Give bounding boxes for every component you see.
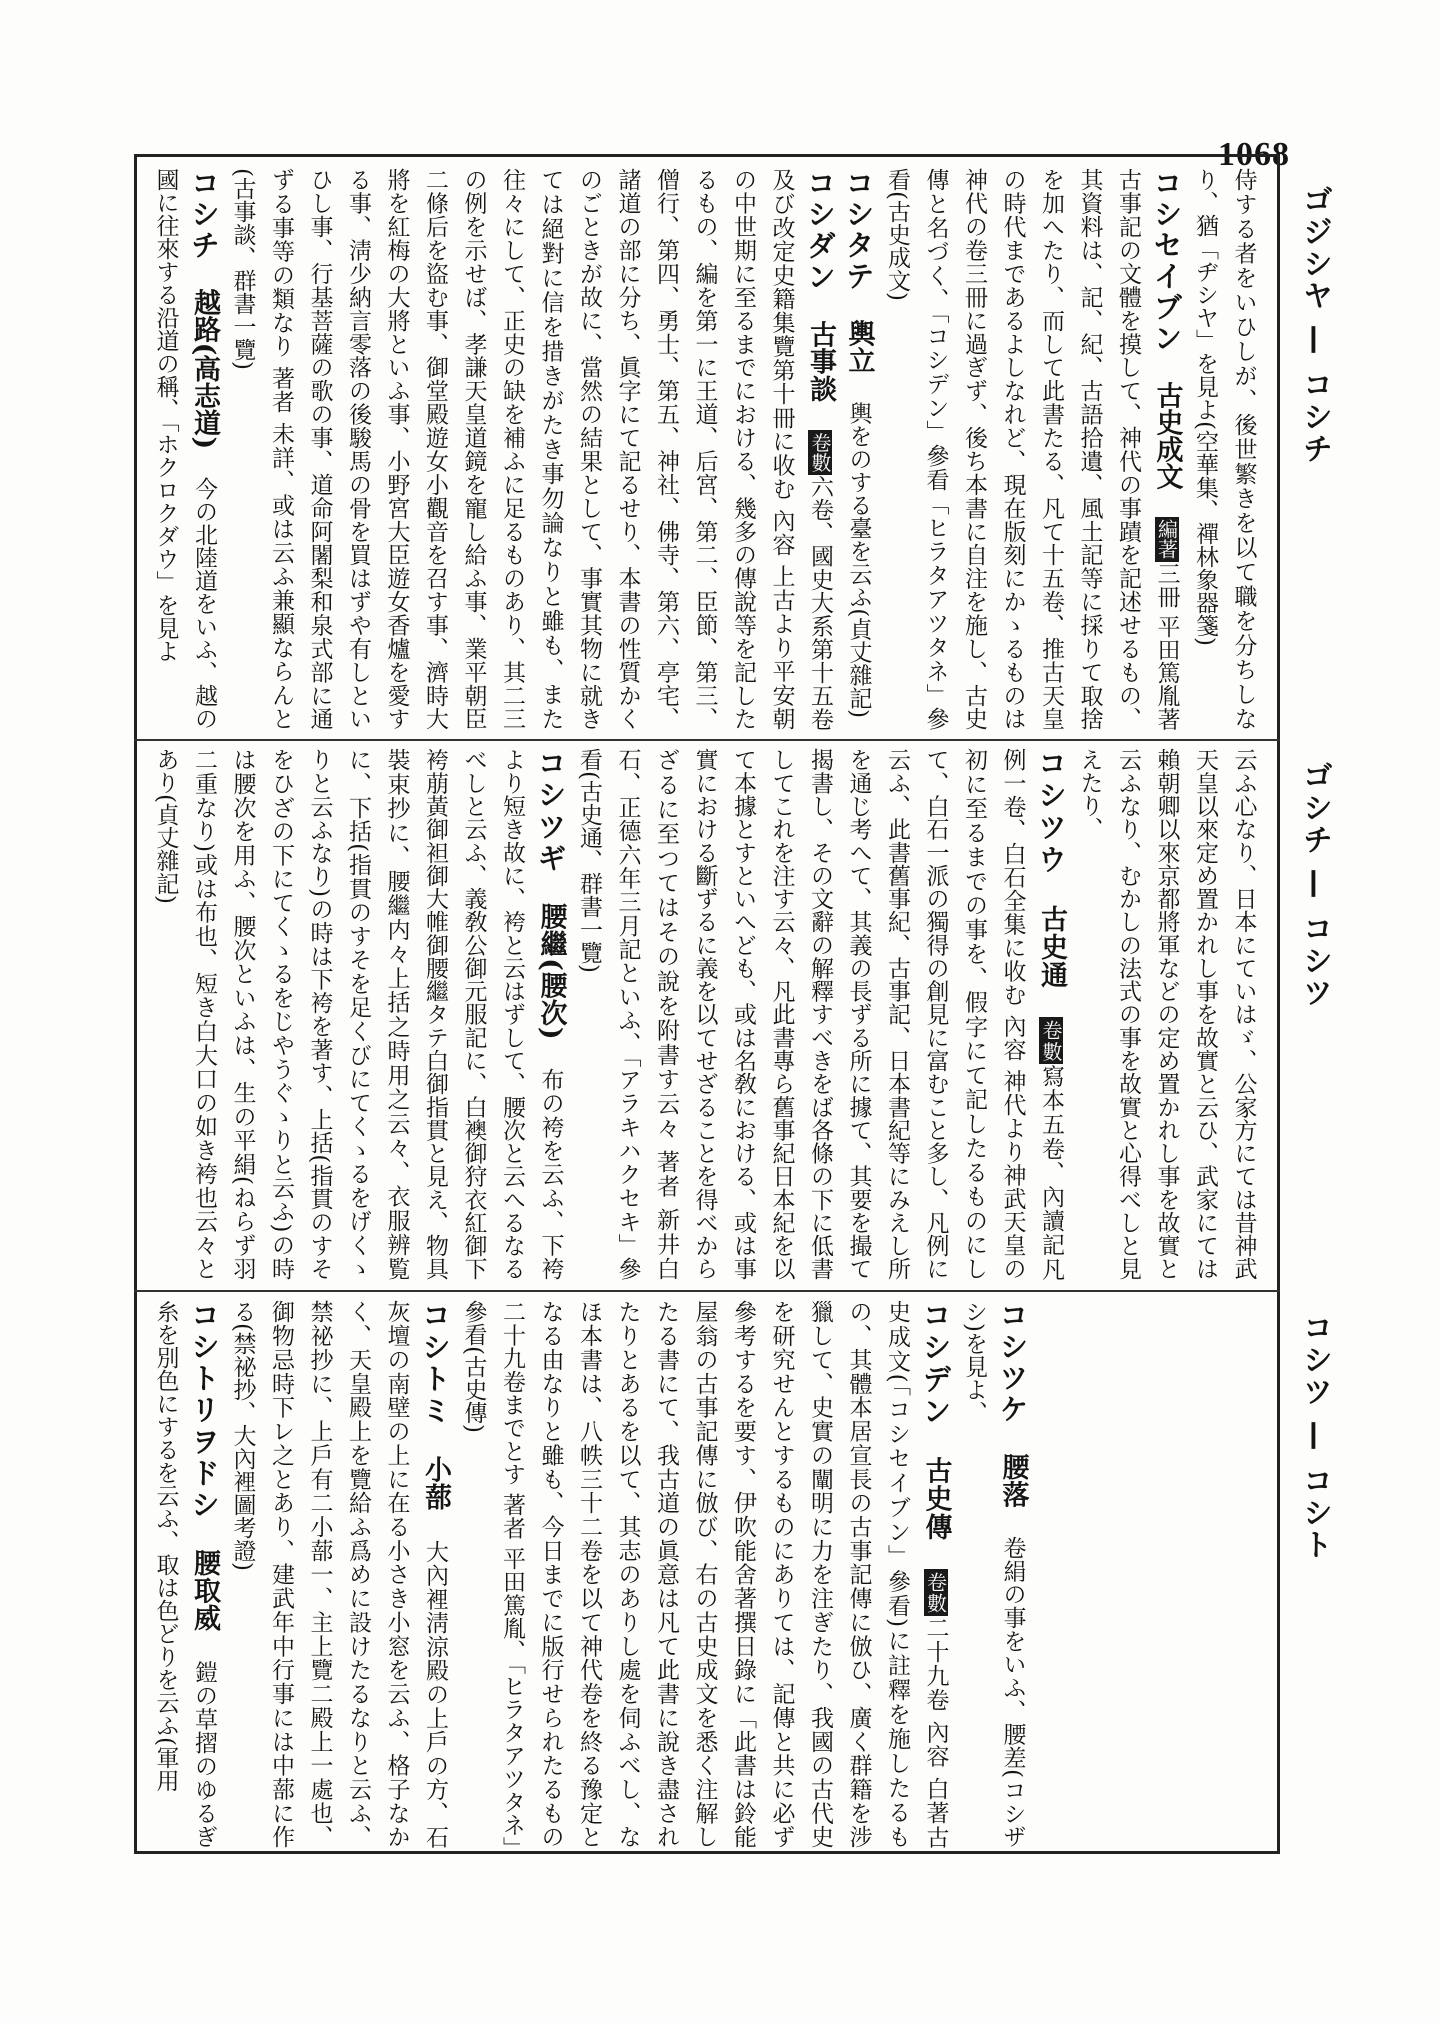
entry-kanji: 古史成文 <box>1151 381 1183 490</box>
text-band-bottom <box>146 1300 1266 1848</box>
entry-body: 卷絹の事をいふ、腰差(コシザシ)を見よ、 <box>961 1300 1026 1848</box>
dictionary-entry <box>152 168 221 730</box>
entry-body: 輿をのする臺を云ふ(貞丈雜記) <box>845 401 872 719</box>
running-header: ゴジシヤ — コシチ <box>1297 184 1332 465</box>
band-divider <box>134 739 1280 741</box>
entry-term: コシセイブン <box>1149 168 1184 355</box>
entry-kanji: 輿立 <box>843 319 875 374</box>
entry-kanji: 古事談 <box>805 320 836 403</box>
dictionary-entry <box>576 748 1068 1280</box>
entry-term: コシトミ <box>418 1300 452 1428</box>
dictionary-entry <box>152 1300 221 1848</box>
entry-kanji: 腰繼(腰次) <box>535 902 567 1040</box>
dictionary-entry <box>884 168 1184 730</box>
entry-body: 鎧の草摺のゆるぎ糸を別色にするを云ふ、取は色どりを云ふ(軍用 <box>152 1300 217 1848</box>
dictionary-entry <box>460 1300 953 1848</box>
vertical-text-column <box>146 1300 1032 1848</box>
entry-label: 卷數 <box>808 432 832 473</box>
entry-kanji: 小蔀 <box>420 1454 451 1512</box>
entry-term: コシツウ <box>1034 748 1068 877</box>
page-number: 1068 <box>1218 136 1290 173</box>
entry-body: 布の袴を云ふ、下袴より短き故に、袴と云はずして、腰次と云へるなるべしと云ふ、義敎公御元服記に、白襖御狩衣紅御下袴萠黃御袒御大帷御腰繼タテ白御指貫と見え、物具裝束抄に、腰繼内々上括之時用之云々、衣服辨覧に、下括(指貫のすそを足くびにてくゝるをげくゝりと云ふなり)の時は下袴を著す、上括(指貫のすそをひざの下にてくゝるをじやうぐゝりと云ふ)の時は腰次を用ふ、腰次といふは、生の平絹(ねらず羽二重なり)或は布也、短き白大口の如き袴也云々とあり(貞丈雜記) <box>152 748 564 1280</box>
entry-kanji: 古史通 <box>1036 903 1067 990</box>
entry-kanji: 古史傳 <box>920 1455 952 1542</box>
text-band-middle <box>146 748 1266 1280</box>
entry-body: 云ふ心なり、日本にていはゞ、公家方にては昔神武天皇以來定め置かれし事を故實と云ひ、武家にては賴朝卿以來京都將軍などの定め置かれし事を故實と云ふなり、むかしの法式の事を故實と心得べしと見えたり、 <box>1076 748 1257 1280</box>
entry-body: 侍する者をいひしが、後世繁きを以て職を分ちしなり、猶「ヂシヤ」を見よ(空華集、禪林象器箋) <box>1192 168 1257 730</box>
entry-body: 大內裡淸涼殿の上戶の方、石灰壇の南壁の上に在る小さき小窓を云ふ、格子なかく、天皇殿上を覽給ふ爲めに設けたるなりと云ふ、禁祕抄に、上戶有二小蔀一、主上覽二殿上一處也、御物忌時下レ之とあり、建武年中行事には中蔀に作る(禁祕抄、大內裡圖考證) <box>229 1300 448 1848</box>
vertical-text-column <box>146 748 1266 1280</box>
text-band-top <box>146 168 1266 730</box>
entry-body: 三冊 平田篤胤著 古事記の文體を摸して、神代の事蹟を記述せるもの、其資料は、記、紀、古語拾遺、風土記等に採りて取捨を加へたり、而して此書たる、凡て十五卷、推古天皇の時代まであるよしなれど、現在版刻にかゝるものは神代の卷三冊に過ぎず、後ち本書に自注を施し、古史傳と名づく、「コシデン」參看「ヒラタアツタネ」參看(古史成文) <box>884 168 1180 730</box>
dictionary-entry <box>961 1300 1030 1848</box>
entry-kanji: 腰取威 <box>189 1548 220 1632</box>
entry-term: コシタテ <box>841 168 876 292</box>
entry-label: 卷數 <box>923 1570 948 1614</box>
entry-term: コシツケ <box>995 1300 1030 1426</box>
running-header: ゴシチ — コシツ <box>1297 760 1332 1009</box>
entry-label: 編著 <box>1154 519 1179 560</box>
entry-body: 寫本五卷、內讀記凡例一卷、白石全集に收む 內容 神代より神武天皇の初に至るまでの事を、假字にて記したるものにして、白石一派の獨得の創見に富むこと多し、凡例に云ふ、此書舊事紀、古事記、日本書紀等にみえし所を通じ考へて、其義の長ずる所に據て、其要を撮て揭書し、その文辭の解釋すべきをば各條の下に低書してこれを注す云々、凡此書專ら舊事紀日本紀を以て本據とすといへども、或は名敎における、或は事實における斷ずるに義を以てせざることを得べからざるに至つてはその說を附書す云々 著者 新井白石、正德六年三月記といふ、「アラキハクセキ」參看(古史通、群書一覽) <box>576 748 1064 1280</box>
dictionary-entry <box>1077 748 1267 1280</box>
entry-body: 六卷、國史大系第十五卷及び改定史籍集覽第十冊に收む 內容 上古より平安朝の中世期に至るまでにおける、幾多の傳說等を記したるもの、編を第一に王道、后宮、第二、臣節、第三、僧行、第四、勇士、第五、神社、佛寺、第六、亭宅、諸道の部に分ち、眞字にて記るせり、本書の性質かくのごときが故に、當然の結果として、事實其物に就きては絕對に信を措きがたき事勿論なりと雖も、また往々にして、正史の缺を補ふに足るものあり、其二三の例を示せば、孝謙天皇道鏡を寵し給ふ事、業平朝臣二條后を盜む事、御堂殿遊女小觀音を召す事、濟時大將を紅梅の大將といふ事、小野宮大臣遊女香爐を愛する事、淸少納言零落の後駿馬の骨を買はずや有しといひし事、行基菩薩の歌の事、道命阿闍梨和泉式部に通ずる事等の類なり 著者 未詳、或は云ふ兼顯ならんと(古事談、群書一覽) <box>229 168 833 730</box>
entry-term: コシデン <box>918 1300 953 1429</box>
entry-body: 今の北陸道をいふ、越の國に往來する沿道の稱、「ホクロクダウ」を見よ <box>152 168 217 730</box>
dictionary-entry <box>229 1300 452 1848</box>
entry-kanji: 腰落 <box>997 1452 1029 1508</box>
entry-kanji: 越路(高志道) <box>189 288 220 450</box>
dictionary-entry <box>841 168 876 719</box>
dictionary-entry <box>229 168 837 730</box>
entry-term: コシツギ <box>533 748 568 875</box>
running-header: コシツ — コシト <box>1297 1312 1332 1561</box>
dictionary-entry <box>152 748 568 1280</box>
entry-term: コシチ <box>187 168 221 262</box>
band-divider <box>134 1290 1280 1292</box>
entry-body: 二十九卷 內容 白著古史成文(「コシセイブン」參看)に註釋を施したるもの、其體本居宣長の古事記傳に倣ひ、廣く群籍を涉獵して、史實の闡明に力を注ぎたり、我國の古代史を研究せんとするものにありては、記傳と共に必ず參考するを要す、伊吹能舍著撰日錄に「此書は鈴能屋翁の古事記傳に倣び、右の古史成文を悉く注解したる書にて、我古道の眞意は凡て此書に說き盡されたりとあるを以て、其志のありし處を伺ふべし、なほ本書は、八帙三十二卷を以て神代卷を終る豫定となる由なりと雖も、今日までに版行せられたるもの二十九卷までとす 著者 平田篤胤、「ヒラタアツタネ」參看(古史傳) <box>460 1300 949 1848</box>
vertical-text-column <box>146 168 1266 730</box>
entry-term: コシダン <box>803 168 837 293</box>
entry-label: 卷數 <box>1039 1018 1063 1063</box>
dictionary-entry <box>1192 168 1266 730</box>
entry-term: コシトリヲドシ <box>187 1300 221 1521</box>
